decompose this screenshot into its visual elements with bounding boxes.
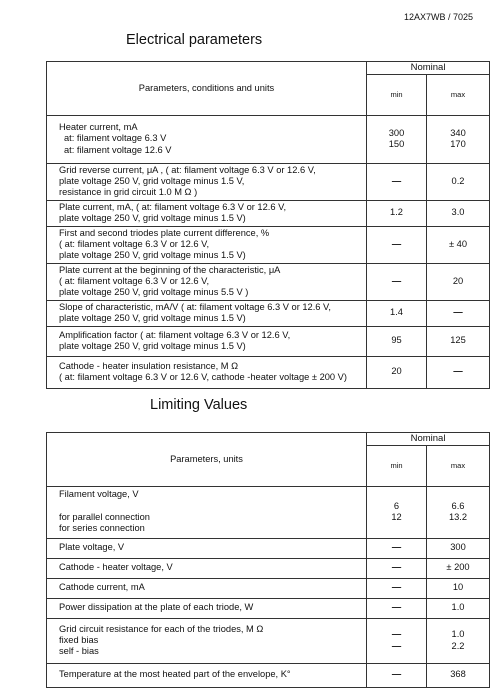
header-parameters: Parameters, conditions and units	[47, 62, 367, 116]
max-value: 13.2	[448, 512, 468, 523]
min-value-cell	[367, 300, 427, 326]
parameter-text: plate voltage 250 V, grid voltage minus 1.5 V)	[59, 341, 246, 352]
table-row	[47, 200, 490, 226]
max-value: 170	[450, 139, 466, 150]
max-value: ± 200	[446, 562, 470, 573]
parameter-text: resistance in grid circuit 1.0 M Ω )	[59, 187, 198, 198]
parameter-cell	[47, 663, 367, 687]
parameter-cell	[47, 300, 367, 326]
max-value-cell	[427, 356, 490, 388]
min-value: 12	[391, 512, 402, 523]
header-nominal: Nominal	[367, 62, 490, 75]
parameter-text: plate voltage 250 V, grid voltage minus 1.5 V)	[59, 213, 246, 224]
max-value: 300	[450, 542, 466, 553]
min-value: —	[391, 602, 402, 613]
parameter-text: self - bias	[59, 646, 99, 657]
min-value: —	[391, 640, 402, 651]
parameter-text: Plate voltage, V	[59, 542, 125, 553]
parameter-cell	[47, 163, 367, 200]
min-value: —	[391, 669, 402, 680]
parameter-text: Heater current, mA	[59, 122, 138, 133]
section-title-limiting: Limiting Values	[150, 397, 248, 413]
min-value: —	[391, 562, 402, 573]
header-max: max	[427, 445, 490, 486]
max-value-cell	[427, 486, 490, 538]
header-nominal: Nominal	[367, 433, 490, 446]
parameter-cell	[47, 200, 367, 226]
min-value: 6	[393, 500, 400, 511]
min-value-cell	[367, 263, 427, 300]
table-row	[47, 115, 490, 163]
min-value: —	[391, 238, 402, 249]
max-value: ± 40	[448, 238, 468, 249]
max-value-cell	[427, 663, 490, 687]
min-value-cell	[367, 618, 427, 663]
max-value-cell	[427, 618, 490, 663]
min-value-cell	[367, 578, 427, 598]
max-value: —	[453, 307, 463, 318]
max-value-cell	[427, 598, 490, 618]
parameter-text: plate voltage 250 V, grid voltage minus 1.5 V)	[59, 250, 246, 261]
parameter-cell	[47, 115, 367, 163]
max-value-cell	[427, 578, 490, 598]
max-value-cell	[427, 300, 490, 326]
min-value-cell	[367, 226, 427, 263]
min-value-cell	[367, 326, 427, 356]
parameter-text: First and second triodes plate current difference, %	[59, 227, 270, 238]
parameter-text: plate voltage 250 V, grid voltage minus 5.5 V )	[59, 287, 249, 298]
min-value: 1.4	[390, 307, 403, 318]
min-value: —	[391, 542, 402, 553]
min-value: —	[391, 275, 402, 286]
parameter-cell	[47, 326, 367, 356]
table-row	[47, 618, 490, 663]
parameter-text: for parallel connection	[59, 512, 150, 523]
min-value: —	[391, 175, 402, 186]
max-value: 10	[452, 582, 464, 593]
parameter-cell	[47, 618, 367, 663]
parameter-text: Cathode - heater voltage, V	[59, 562, 173, 573]
min-value: 95	[391, 335, 402, 346]
parameter-cell	[47, 598, 367, 618]
parameter-text: plate voltage 250 V, grid voltage minus 1.5 V)	[59, 313, 246, 324]
parameter-text: at: filament voltage 6.3 V	[64, 133, 167, 144]
max-value-cell	[427, 163, 490, 200]
parameter-cell	[47, 578, 367, 598]
max-value: 2.2	[451, 640, 465, 651]
min-value-cell	[367, 163, 427, 200]
max-value-cell	[427, 115, 490, 163]
max-value: 6.6	[451, 500, 465, 511]
table-row	[47, 300, 490, 326]
limiting-table-body	[47, 486, 490, 687]
parameter-text: Filament voltage, V	[59, 489, 139, 500]
min-value-cell	[367, 486, 427, 538]
header-min: min	[367, 445, 427, 486]
parameter-text: Plate current at the beginning of the characteristic, μA	[59, 264, 281, 275]
header-min: min	[367, 74, 427, 115]
min-value-cell	[367, 558, 427, 578]
max-value-cell	[427, 558, 490, 578]
min-value-cell	[367, 115, 427, 163]
parameter-cell	[47, 538, 367, 558]
table-row	[47, 598, 490, 618]
parameter-cell	[47, 356, 367, 388]
min-value-cell	[367, 598, 427, 618]
header-max: max	[427, 74, 490, 115]
max-value: 368	[450, 669, 466, 680]
max-value: 340	[450, 127, 466, 138]
max-value: 3.0	[451, 207, 465, 218]
parameter-text: at: filament voltage 12.6 V	[64, 144, 172, 155]
table-row	[47, 538, 490, 558]
max-value: 1.0	[451, 629, 465, 640]
parameter-text	[59, 501, 360, 512]
max-value-cell	[427, 326, 490, 356]
parameter-cell	[47, 263, 367, 300]
table-row	[47, 558, 490, 578]
electrical-table-body	[47, 115, 490, 388]
parameter-text: Cathode - heater insulation resistance, M Ω	[59, 360, 239, 371]
table-row	[47, 163, 490, 200]
parameter-text: ( at: filament voltage 6.3 V or 12.6 V,	[59, 238, 210, 249]
min-value-cell	[367, 356, 427, 388]
parameter-cell	[47, 486, 367, 538]
min-value-cell	[367, 200, 427, 226]
min-value: —	[391, 582, 402, 593]
min-value: 150	[388, 139, 405, 150]
min-value: 20	[391, 366, 402, 377]
parameter-text: Amplification factor ( at: filament voltage 6.3 V or 12.6 V,	[59, 329, 291, 340]
limiting-values-table	[46, 432, 490, 688]
parameter-text: Temperature at the most heated part of the envelope, K°	[59, 669, 291, 680]
parameter-text: ( at: filament voltage 6.3 V or 12.6 V,	[59, 275, 210, 286]
min-value: 300	[388, 127, 405, 138]
parameter-text: plate voltage 250 V, grid voltage minus 1.5 V,	[59, 175, 245, 186]
parameter-text: Plate current, mA, ( at: filament voltage 6.3 V or 12.6 V,	[59, 201, 287, 212]
table-row	[47, 663, 490, 687]
document-id: 12AX7WB / 7025	[403, 12, 473, 22]
max-value: 20	[452, 275, 464, 286]
max-value: 125	[450, 335, 466, 346]
table-row	[47, 356, 490, 388]
max-value: 1.0	[451, 602, 465, 613]
max-value-cell	[427, 538, 490, 558]
table-row	[47, 486, 490, 538]
parameter-text: Grid reverse current, μA , ( at: filament voltage 6.3 V or 12.6 V,	[59, 164, 316, 175]
parameter-text: fixed bias	[59, 634, 99, 645]
max-value: —	[453, 366, 463, 377]
parameter-text: for series connection	[59, 523, 145, 534]
header-parameters: Parameters, units	[47, 433, 367, 487]
min-value-cell	[367, 663, 427, 687]
table-row	[47, 326, 490, 356]
max-value: 0.2	[451, 175, 465, 186]
parameter-cell	[47, 558, 367, 578]
parameter-cell	[47, 226, 367, 263]
min-value: —	[391, 629, 402, 640]
max-value-cell	[427, 200, 490, 226]
min-value: 1.2	[390, 207, 403, 218]
parameter-text: Slope of characteristic, mA/V ( at: filament voltage 6.3 V or 12.6 V,	[59, 301, 331, 312]
max-value-cell	[427, 263, 490, 300]
parameter-text: Power dissipation at the plate of each triode, W	[59, 602, 254, 613]
min-value-cell	[367, 538, 427, 558]
max-value-cell	[427, 226, 490, 263]
electrical-parameters-table	[46, 61, 490, 389]
parameter-text: Grid circuit resistance for each of the triodes, M Ω	[59, 623, 264, 634]
table-row	[47, 226, 490, 263]
table-row	[47, 263, 490, 300]
parameter-text: Cathode current, mA	[59, 582, 145, 593]
table-row	[47, 578, 490, 598]
parameter-text: ( at: filament voltage 6.3 V or 12.6 V, cathode -heater voltage ± 200 V)	[59, 372, 347, 383]
section-title-electrical: Electrical parameters	[126, 32, 263, 48]
